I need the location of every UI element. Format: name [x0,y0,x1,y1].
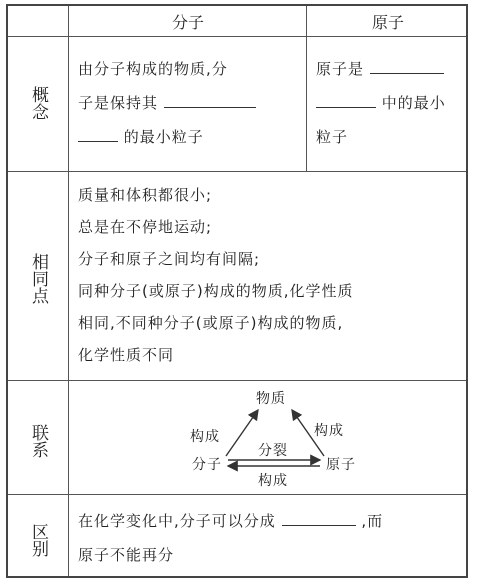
difference-line1 [78,506,383,536]
concept-atom-text: 原子是 [316,60,365,78]
header-molecule: 分子 [171,13,204,32]
row-label-similarity: 相同点 [28,252,48,304]
divider [8,380,466,381]
concept-molecule-line3 [78,122,204,152]
similarity-line: 同种分子(或原子)构成的物质,化学性质 [78,282,354,300]
similarity-line: 质量和体积都很小; [78,186,213,204]
difference-line2: 原子不能再分 [78,546,175,564]
answer-blank[interactable] [370,59,444,74]
relation-diagram [70,382,468,492]
answer-blank[interactable] [78,127,118,142]
answer-blank[interactable] [282,511,356,526]
label-compose-bottom: 构成 [258,473,288,489]
comparison-table [6,4,468,578]
concept-molecule-text: 子是保持其 [78,94,159,112]
row-label-relation: 联系 [28,424,48,458]
similarity-line: 分子和原子之间均有间隔; [78,250,261,268]
divider [8,494,466,495]
header-atom: 原子 [371,13,404,32]
arrow-molecule-to-substance [226,410,258,456]
row-label-concept: 概念 [28,86,48,120]
answer-blank[interactable] [316,93,376,108]
concept-atom-line2 [316,88,446,118]
label-compose-right: 构成 [314,423,344,439]
divider [306,6,307,171]
label-compose-left: 构成 [190,429,220,445]
concept-molecule-line1: 由分子构成的物质,分 [78,60,228,78]
divider [68,6,69,576]
row-label-difference: 区别 [28,523,48,557]
similarity-line: 相同,不同种分子(或原子)构成的物质, [78,314,344,332]
divider [8,171,466,172]
concept-atom-text: 中的最小 [381,94,446,112]
difference-text: 在化学变化中,分子可以分成 [78,512,276,530]
node-atom: 原子 [326,457,356,473]
concept-atom-line3: 粒子 [316,128,349,146]
concept-atom-line1 [316,54,444,84]
answer-blank[interactable] [164,93,256,108]
similarity-line: 化学性质不同 [78,346,175,364]
similarity-line: 总是在不停地运动; [78,218,213,236]
node-molecule: 分子 [192,457,222,473]
node-substance: 物质 [256,391,286,407]
concept-molecule-text: 的最小粒子 [123,128,204,146]
label-split: 分裂 [258,443,288,459]
concept-molecule-line2 [78,88,256,118]
difference-text-end: ,而 [361,512,384,530]
